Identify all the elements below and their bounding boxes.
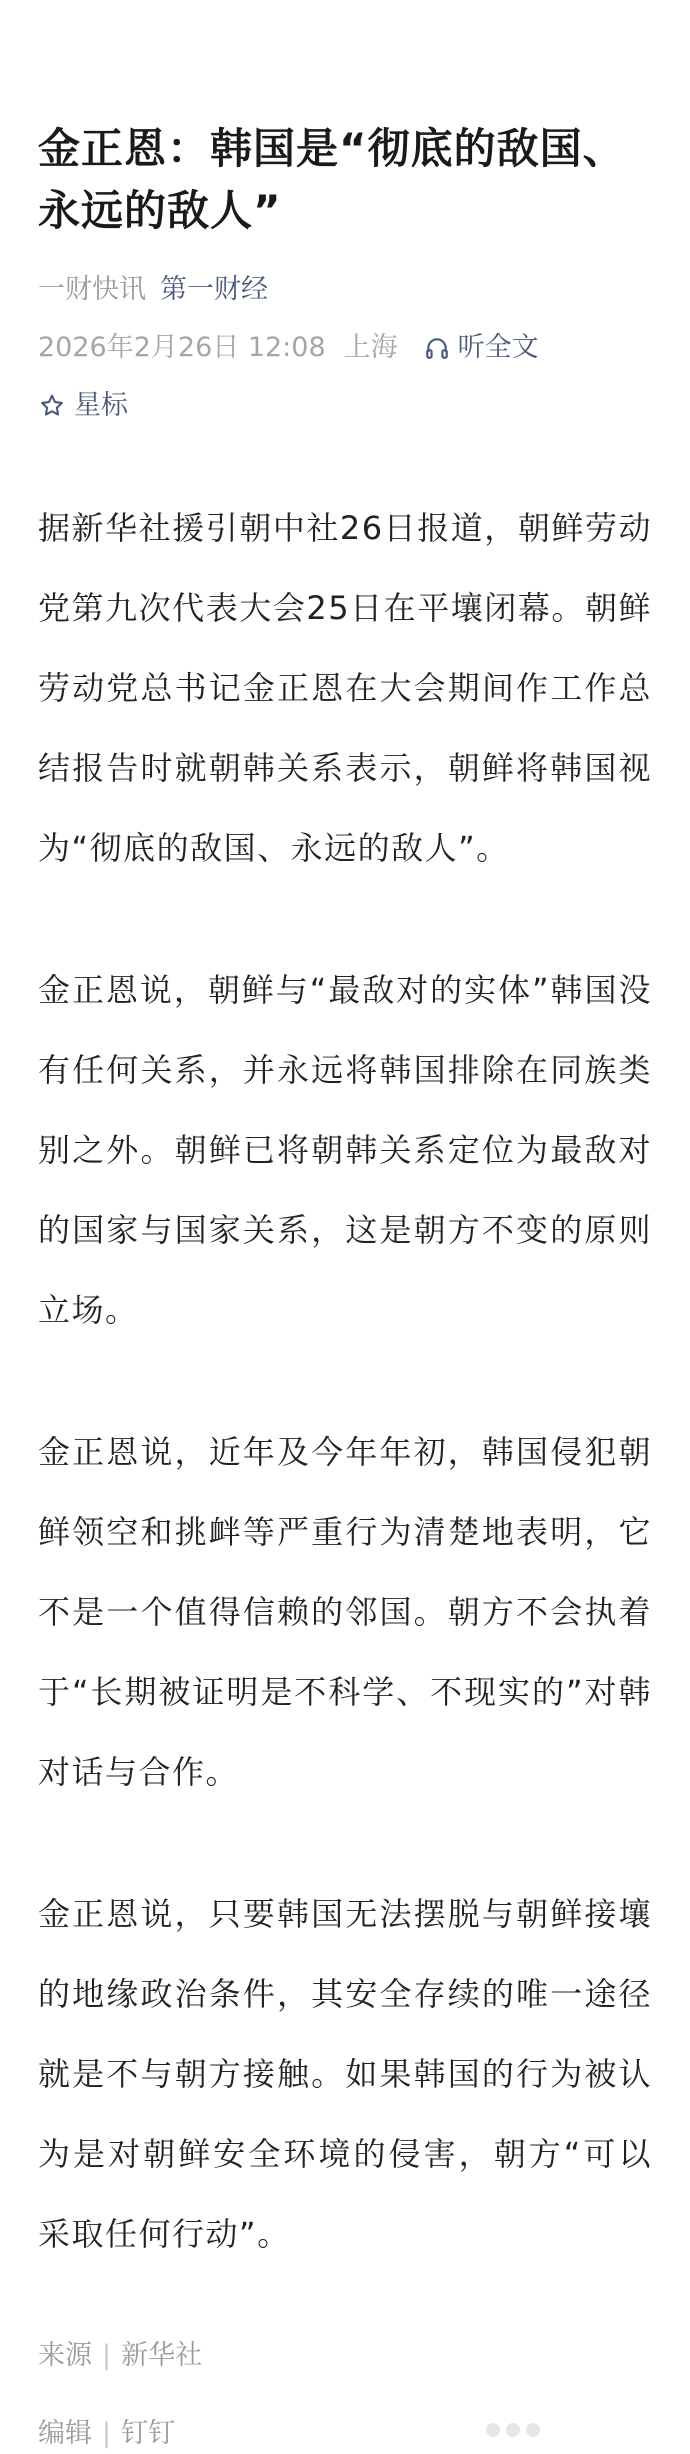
- paragraph: 金正恩说，朝鲜与“最敌对的实体”韩国没有任何关系，并永远将韩国排除在同族类别之外。朝鲜已将朝韩关系定位为最敌对的国家与国家关系，这是朝方不变的原则立场。: [38, 971, 652, 1329]
- article-body: [38, 488, 652, 2274]
- footer-separator: |: [102, 2418, 112, 2449]
- footer-source-key: 来源: [38, 2340, 92, 2371]
- star-button[interactable]: [38, 386, 652, 426]
- paragraph: 据新华社援引朝中社26日报道，朝鲜劳动党第九次代表大会25日在平壤闭幕。朝鲜劳动党总书记金正恩在大会期间作工作总结报告时就朝韩关系表示，朝鲜将韩国视为“彻底的敌国、永远的敌人”。: [38, 509, 652, 867]
- listen-button[interactable]: [424, 328, 539, 368]
- footer-editor: [38, 2414, 652, 2454]
- watermark-dot: [526, 2423, 540, 2437]
- source-label: 一财快讯: [38, 274, 146, 305]
- publish-location: 上海: [343, 332, 398, 363]
- source-line: [38, 270, 652, 310]
- listen-label: 听全文: [457, 332, 539, 363]
- channel-link[interactable]: 第一财经: [160, 274, 268, 305]
- footer-editor-key: 编辑: [38, 2418, 92, 2449]
- paragraph: 金正恩说，近年及今年年初，韩国侵犯朝鲜领空和挑衅等严重行为清楚地表明，它不是一个值得信赖的邻国。朝方不会执着于“长期被证明是不科学、不现实的”对韩对话与合作。: [38, 1433, 652, 1791]
- footer-source-value: 新华社: [121, 2340, 203, 2371]
- headphones-icon: [424, 335, 450, 361]
- meta-line: [38, 328, 652, 368]
- watermark-dots: [486, 2423, 540, 2437]
- paragraph: 金正恩说，只要韩国无法摆脱与朝鲜接壤的地缘政治条件，其安全存续的唯一途径就是不与朝方接触。如果韩国的行为被认为是对朝鲜安全环境的侵害，朝方“可以采取任何行动”。: [38, 1895, 652, 2253]
- star-outline-icon: [38, 392, 66, 420]
- publish-datetime: 2026年2月26日 12:08: [38, 332, 326, 363]
- footer-source: [38, 2336, 652, 2376]
- star-label: 星标: [74, 390, 128, 421]
- footer-separator: |: [102, 2340, 112, 2371]
- watermark-dot: [506, 2423, 520, 2437]
- watermark-dot: [486, 2423, 500, 2437]
- article-title: 金正恩：韩国是“彻底的敌国、永远的敌人”: [38, 124, 626, 235]
- footer-editor-value: 钉钉: [121, 2418, 176, 2449]
